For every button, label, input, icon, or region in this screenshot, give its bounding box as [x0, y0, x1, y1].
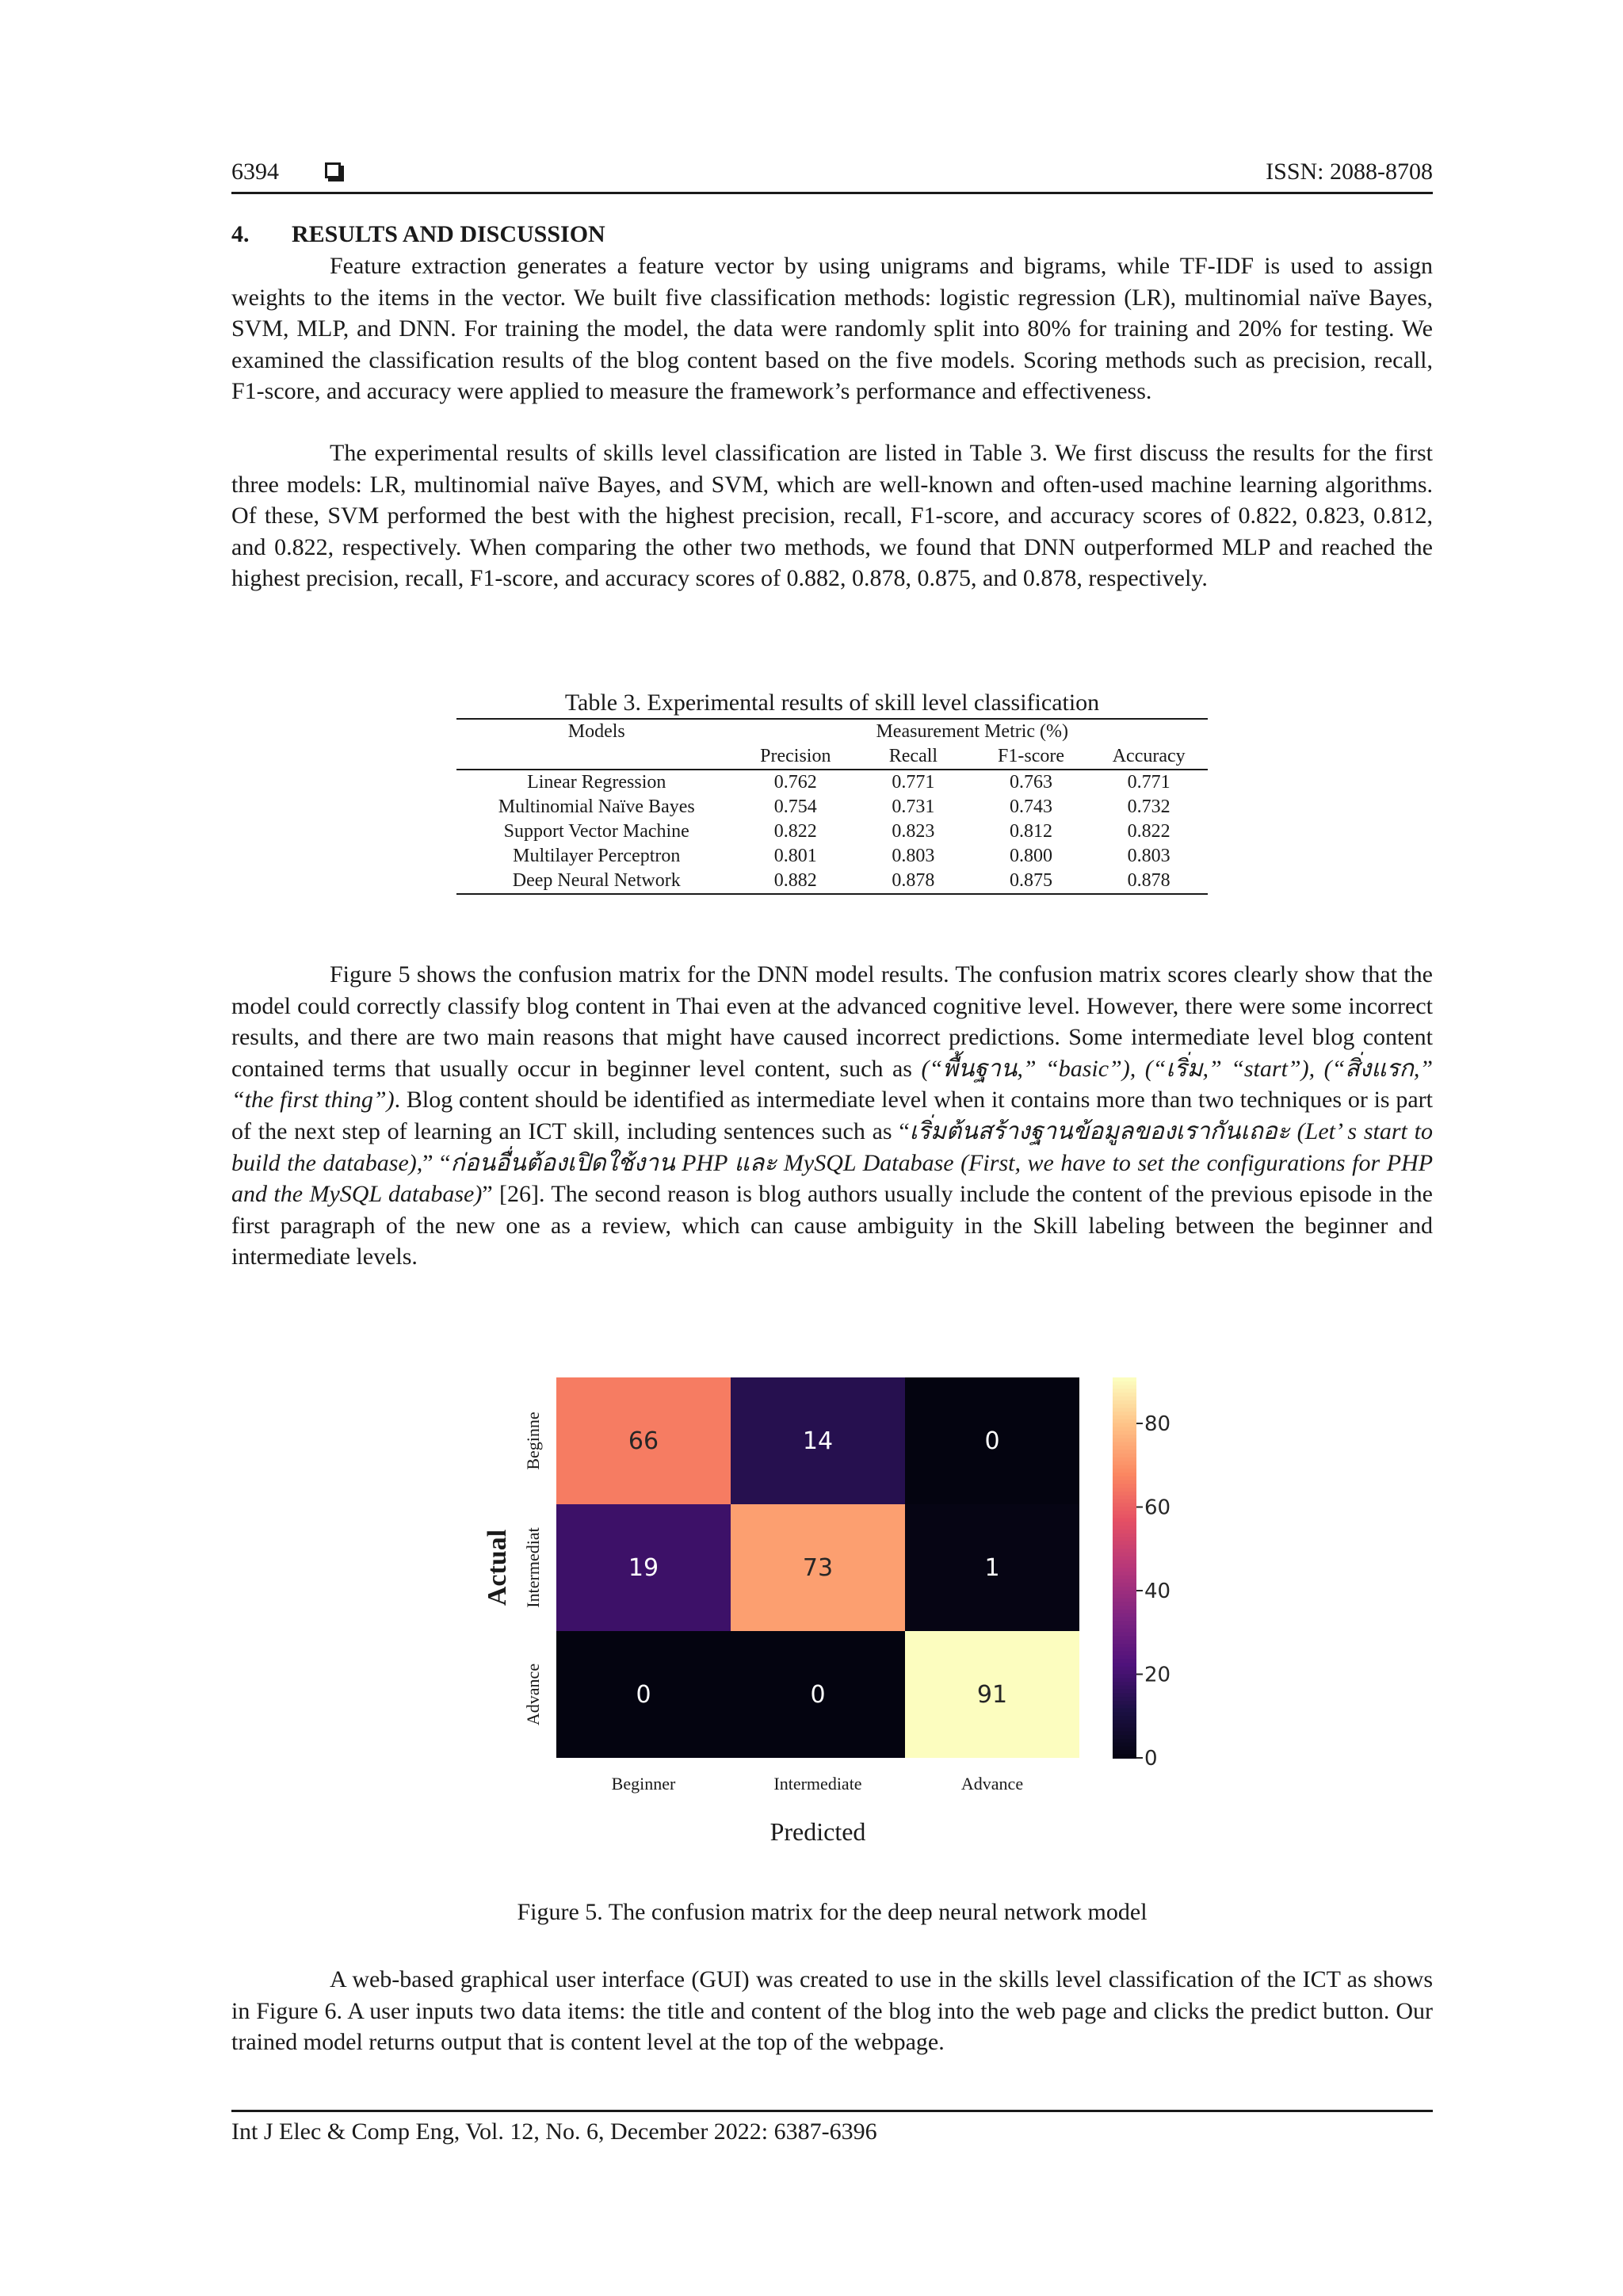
- metrics-table: [456, 718, 1208, 895]
- confusion-matrix-chart: [479, 1377, 1171, 1885]
- header-rule: [231, 192, 1433, 194]
- table-row: [456, 869, 1208, 894]
- paragraph-2: The experimental results of skills level classification are listed in Table 3. We first discuss the results for the first three models: LR, multinomial naïve Bayes, and SVM, which are well-known and often-used machine learning algorithms. Of these, SVM performed the best with the highest precision, recall, F1-score, and accuracy scores of 0.822, 0.823, 0.812, and 0.822, respectively. When comparing the other two methods, we found that DNN outperformed MLP and reached the highest precision, recall, F1-score, and accuracy scores of 0.882, 0.878, 0.875, and 0.878, respectively.: [231, 440, 1433, 592]
- colorbar-tick-label: 60: [1144, 1496, 1171, 1520]
- page-header: [231, 154, 1433, 190]
- table-cell: 0.882: [736, 869, 854, 894]
- table-cell: 0.812: [1010, 821, 1053, 842]
- cell-value-label: 0: [984, 1427, 1000, 1455]
- column-header: Precision: [736, 744, 854, 770]
- table-cell: 0.771: [892, 772, 935, 793]
- cell-value-label: 0: [636, 1681, 651, 1709]
- table-cell: 0.803: [892, 846, 935, 866]
- colorbar-tick-label: 0: [1144, 1747, 1158, 1771]
- colorbar-tick-label: 40: [1144, 1580, 1171, 1604]
- issn: ISSN: 2088-8708: [1266, 159, 1433, 185]
- table-cell: 0.801: [773, 846, 817, 866]
- cell-value-label: 91: [976, 1681, 1008, 1709]
- table-caption: Table 3. Experimental results of skill level classification: [564, 690, 1100, 716]
- x-tick-label: Beginner: [611, 1774, 676, 1794]
- table-cell: 0.754: [773, 797, 817, 817]
- table-row: [456, 795, 1208, 819]
- section-title: RESULTS AND DISCUSSION: [292, 221, 605, 247]
- x-axis-label: Predicted: [769, 1817, 866, 1846]
- model-name: Linear Regression: [527, 772, 666, 793]
- page-number: 6394: [231, 159, 279, 185]
- table-cell: 0.875: [972, 869, 1090, 894]
- table-cell: 0.803: [1127, 846, 1170, 866]
- table-cell: 0.822: [1127, 821, 1170, 842]
- paragraph-1: Feature extraction generates a feature vector by using unigrams and bigrams, while TF-IDF is used to assign weights to the items in the vector. We built five classification methods: logistic regression (LR), multinomial naïve Bayes, SVM, MLP, and DNN. For training the model, the data were randomly split into 80% for training and 20% for testing. We examined the classification results of the blog content based on the five models. Scoring methods such as precision, recall, F1-score, and accuracy were applied to measure the framework’s performance and effectiveness.: [231, 253, 1433, 405]
- table-cell: 0.771: [1127, 772, 1170, 793]
- x-tick-label: Advance: [960, 1774, 1024, 1794]
- models-header: Models: [456, 719, 736, 744]
- column-header: F1-score: [972, 744, 1090, 770]
- colorbar-segment: [1113, 1754, 1136, 1759]
- table-cell: 0.878: [1090, 869, 1208, 894]
- table-cell: 0.878: [854, 869, 972, 894]
- column-header: Recall: [854, 744, 972, 770]
- figure-caption: Figure 5. The confusion matrix for the deep neural network model: [517, 1899, 1148, 1925]
- cell-value-label: 66: [628, 1427, 659, 1455]
- results-table: [456, 688, 1208, 895]
- table-cell: 0.762: [773, 772, 817, 793]
- page-footer: Int J Elec & Comp Eng, Vol. 12, No. 6, December 2022: 6387-6396: [231, 2118, 877, 2145]
- cell-value-label: 1: [984, 1554, 1000, 1582]
- metric-group-header: Measurement Metric (%): [736, 719, 1208, 744]
- footer-rule: [231, 2110, 1433, 2112]
- cell-value-label: 73: [802, 1554, 834, 1582]
- cell-value-label: 0: [810, 1681, 826, 1709]
- table-cell: 0.800: [1010, 846, 1053, 866]
- table-cell: 0.822: [773, 821, 817, 842]
- table-row: [456, 819, 1208, 844]
- y-tick-label: Beginne: [523, 1412, 543, 1470]
- model-name: Deep Neural Network: [456, 869, 736, 894]
- model-name: Multilayer Perceptron: [513, 846, 681, 866]
- cell-value-label: 14: [802, 1427, 834, 1455]
- table-cell: 0.743: [1010, 797, 1053, 817]
- model-name: Multinomial Naïve Bayes: [498, 797, 695, 817]
- section-number: 4.: [231, 221, 250, 247]
- table-cell: 0.732: [1127, 797, 1170, 817]
- column-header: Accuracy: [1090, 744, 1208, 770]
- paragraph-4: A web-based graphical user interface (GUI) was created to use in the skills level classification of the ICT as shows in Figure 6. A user inputs two data items: the title and content of the blog into the web page and clicks the predict button. Our trained model returns output that is content level at the top of the webpage.: [231, 1966, 1433, 2056]
- cell-value-label: 19: [628, 1554, 659, 1582]
- table-row: [456, 844, 1208, 869]
- paragraph-3: Figure 5 shows the confusion matrix for the DNN model results. The confusion matrix scores clearly show that the model could correctly classify blog content in Thai even at the advanced cognitive level. However, there were some incorrect results, and there are two main reasons that might have caused incorrect predictions. Some intermediate level blog content contained terms that usually occur in beginner level content, such as (“พื้นฐาน,” “basic”), (“เริ่ม,” “start”), (“สิ่งแรก,” “the first thing”). Blog content should be identified as intermediate level when it contains more than two techniques or is part of the next step of learning an ICT skill, including sentences such as “เริ่มต้นสร้างฐานข้อมูลของเรากันเถอะ (Let’ s start to build the database),” “ก่อนอื่นต้องเปิดใช้งาน PHP และ MySQL Database (First, we have to set the configurations for PHP and the MySQL database)” [26]. The second reason is blog authors usually include the content of the previous episode in the first paragraph of the new one as a review, which can cause ambiguity in the Skill labeling between the beginner and intermediate levels.: [231, 961, 1434, 1270]
- table-cell: 0.823: [892, 821, 935, 842]
- table-cell: 0.763: [1010, 772, 1053, 793]
- table-cell: 0.731: [892, 797, 935, 817]
- model-name: Support Vector Machine: [503, 821, 689, 842]
- table-row: [456, 770, 1208, 795]
- y-tick-label: Advance: [523, 1663, 543, 1726]
- y-axis-label: Actual: [483, 1529, 512, 1606]
- section-heading: [231, 219, 605, 250]
- colorbar-tick-label: 80: [1144, 1412, 1171, 1437]
- square-bullet-icon: [325, 162, 341, 178]
- x-tick-label: Intermediate: [773, 1774, 862, 1794]
- y-tick-label: Intermediat: [523, 1527, 543, 1608]
- confusion-matrix-figure: [479, 1377, 1171, 1885]
- colorbar-tick-label: 20: [1144, 1663, 1171, 1687]
